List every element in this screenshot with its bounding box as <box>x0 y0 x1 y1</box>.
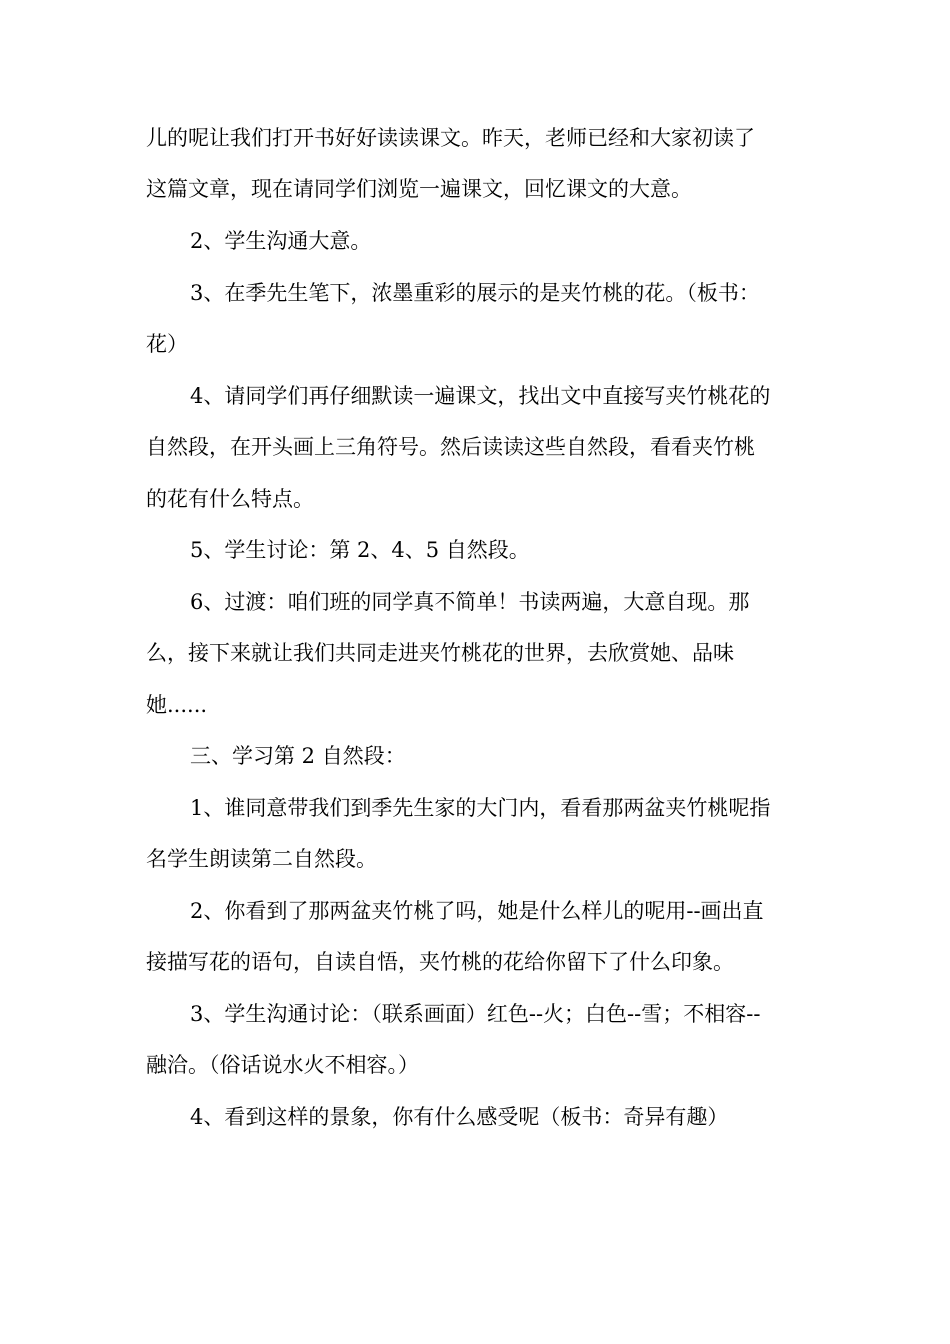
paragraph-step-3: 3、在季先生笔下，浓墨重彩的展示的是夹竹桃的花。（板书： <box>190 281 760 305</box>
text-line: 花） <box>146 332 188 356</box>
text-line: 自然段，在开头画上三角符号。然后读读这些自然段，看看夹竹桃 <box>146 435 755 459</box>
text-line: 这篇文章，现在请同学们浏览一遍课文，回忆课文的大意。 <box>146 177 692 201</box>
text-line: 么，接下来就让我们共同走进夹竹桃花的世界，去欣赏她、品味 <box>146 641 734 665</box>
text-line: 名学生朗读第二自然段。 <box>146 847 377 871</box>
paragraph-step-4b: 4、看到这样的景象，你有什么感受呢（板书：奇异有趣） <box>190 1105 729 1129</box>
paragraph-step-1: 1、谁同意带我们到季先生家的大门内，看看那两盆夹竹桃呢指 <box>190 796 771 820</box>
paragraph-step-6: 6、过渡：咱们班的同学真不简单！书读两遍，大意自现。那 <box>190 590 750 614</box>
text-line: 融洽。（俗话说水火不相容。） <box>146 1053 419 1077</box>
paragraph-step-4: 4、请同学们再仔细默读一遍课文，找出文中直接写夹竹桃花的 <box>190 384 771 408</box>
paragraph-step-2b: 2、你看到了那两盆夹竹桃了吗，她是什么样儿的呢用--画出直 <box>190 899 764 923</box>
section-heading: 三、学习第 2 自然段： <box>190 744 406 768</box>
text-line: 的花有什么特点。 <box>146 487 314 511</box>
text-line: 她...... <box>146 693 208 717</box>
paragraph-step-5: 5、学生讨论：第 2、4、5 自然段。 <box>190 538 530 562</box>
text-line-continuation: 儿的呢让我们打开书好好读读课文。昨天，老师已经和大家初读了 <box>146 126 755 150</box>
paragraph-step-3b: 3、学生沟通讨论：（联系画面）红色--火；白色--雪；不相容-- <box>190 1002 761 1026</box>
paragraph-step-2: 2、学生沟通大意。 <box>190 229 372 253</box>
text-line: 接描写花的语句，自读自悟，夹竹桃的花给你留下了什么印象。 <box>146 950 734 974</box>
